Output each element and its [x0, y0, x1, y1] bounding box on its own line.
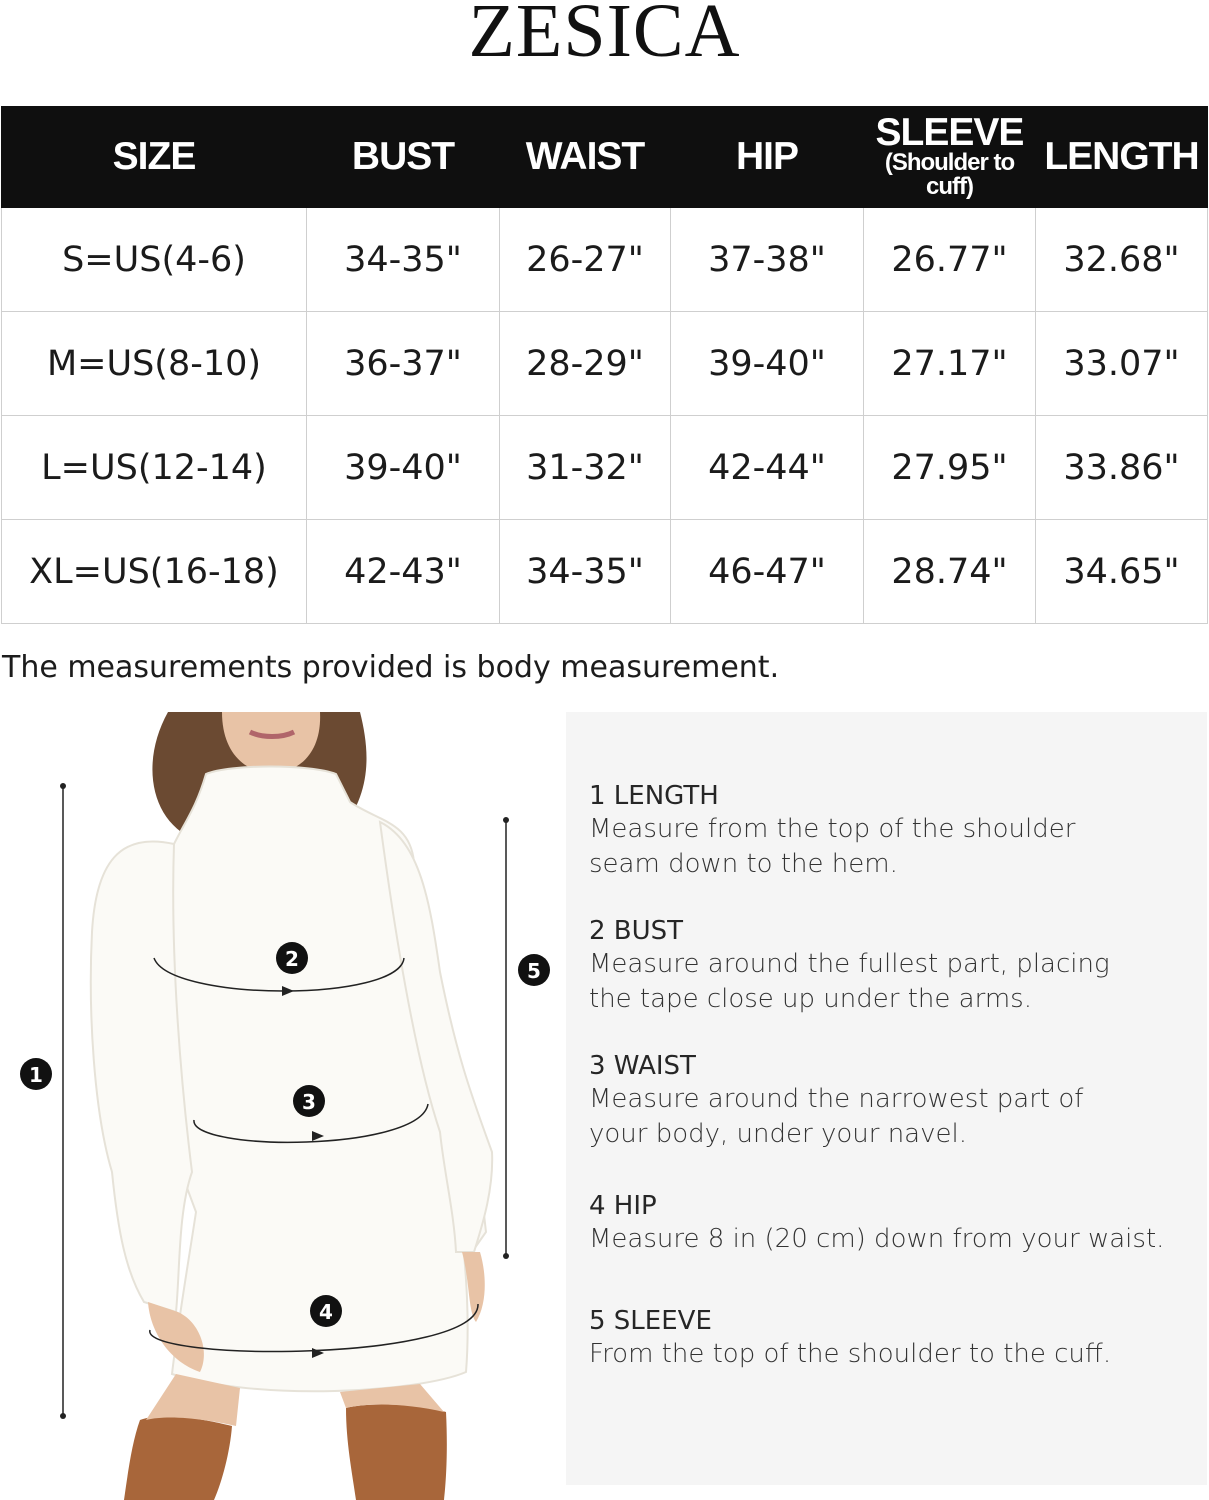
guide-title: 1 LENGTH [589, 781, 719, 811]
cell-hip: 37-38" [671, 208, 864, 312]
guide-title: 5 SLEEVE [589, 1306, 712, 1336]
cell-size: L=US(12-14) [2, 416, 307, 520]
svg-text:4: 4 [319, 1300, 333, 1324]
header-bust: BUST [307, 107, 500, 208]
guide-desc: the tape close up under the arms. [589, 984, 1032, 1014]
cell-size: S=US(4-6) [2, 208, 307, 312]
table-header-row [2, 107, 1208, 208]
guide-length [589, 780, 1075, 882]
model-illustration [0, 712, 566, 1500]
svg-text:5: 5 [527, 959, 541, 983]
cell-sleeve: 27.17" [864, 312, 1036, 416]
cell-bust: 34-35" [307, 208, 500, 312]
table-row [2, 416, 1208, 520]
guide-title: 2 BUST [589, 916, 684, 946]
size-chart-table [1, 106, 1208, 624]
cell-sleeve: 26.77" [864, 208, 1036, 312]
guide-desc: your body, under your navel. [589, 1119, 967, 1149]
cell-waist: 31-32" [500, 416, 671, 520]
table-row [2, 520, 1208, 624]
cell-sleeve: 27.95" [864, 416, 1036, 520]
table-row [2, 312, 1208, 416]
cell-bust: 36-37" [307, 312, 500, 416]
header-length: LENGTH [1036, 107, 1208, 208]
measurement-note: The measurements provided is body measurement. [2, 650, 780, 685]
brand-logo: ZESICA [468, 0, 741, 73]
marker-5 [518, 954, 550, 986]
header-sleeve: SLEEVE (Shoulder to cuff) [864, 107, 1036, 208]
marker-2 [276, 942, 308, 974]
guide-desc: Measure 8 in (20 cm) down from your waist. [589, 1224, 1165, 1254]
cell-sleeve: 28.74" [864, 520, 1036, 624]
cell-waist: 28-29" [500, 312, 671, 416]
cell-length: 32.68" [1036, 208, 1208, 312]
guide-title: 4 HIP [589, 1191, 657, 1221]
cell-waist: 26-27" [500, 208, 671, 312]
cell-length: 34.65" [1036, 520, 1208, 624]
guide-desc: From the top of the shoulder to the cuff. [589, 1339, 1112, 1369]
svg-text:2: 2 [285, 947, 299, 971]
guide-sleeve [589, 1305, 1111, 1372]
cell-length: 33.86" [1036, 416, 1208, 520]
cell-bust: 39-40" [307, 416, 500, 520]
guide-desc: Measure around the narrowest part of [589, 1084, 1084, 1114]
cell-size: M=US(8-10) [2, 312, 307, 416]
guide-desc: Measure around the fullest part, placing [589, 949, 1110, 979]
guide-desc: seam down to the hem. [589, 849, 898, 879]
cell-size: XL=US(16-18) [2, 520, 307, 624]
cell-hip: 39-40" [671, 312, 864, 416]
header-size: SIZE [2, 107, 307, 208]
header-hip: HIP [671, 107, 864, 208]
cell-waist: 34-35" [500, 520, 671, 624]
guide-desc: Measure from the top of the shoulder [589, 814, 1076, 844]
marker-3 [293, 1085, 325, 1117]
svg-text:3: 3 [302, 1090, 316, 1114]
marker-4 [310, 1295, 342, 1327]
cell-hip: 42-44" [671, 416, 864, 520]
marker-1 [20, 1058, 52, 1090]
cell-bust: 42-43" [307, 520, 500, 624]
guide-bust [589, 915, 1110, 1017]
cell-hip: 46-47" [671, 520, 864, 624]
svg-text:1: 1 [29, 1063, 43, 1087]
guide-hip [589, 1190, 1164, 1257]
guide-title: 3 WAIST [589, 1051, 696, 1081]
header-waist: WAIST [500, 107, 671, 208]
guide-waist [589, 1050, 1083, 1152]
table-row [2, 208, 1208, 312]
cell-length: 33.07" [1036, 312, 1208, 416]
